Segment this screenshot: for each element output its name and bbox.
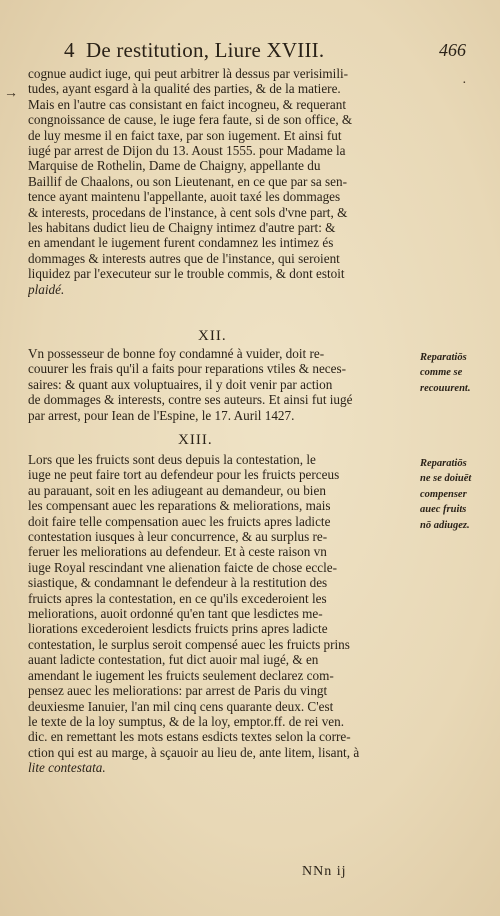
text-line: iuge ne peut faire tort au defendeur pour les fruicts perceus [28,467,340,483]
margin-line: nō adiugez. [420,519,470,531]
paragraph-1 [28,66,416,297]
margin-line: Reparatiōs [420,458,467,469]
text-line: auant ladicte contestation, fut dict auoir mal iugé, & en [28,652,319,668]
text-line: les habitans dudict lieu de Chaigny intimez d'autre part: & [28,220,336,236]
text-line: siastique, & condamnant le defendeur à la restitution des [28,575,328,591]
text-line: cognue audict iuge, qui peut arbitrer là dessus par verisimili- [28,66,349,81]
text-line: au parauant, soit en les adiugeant au demandeur, ou bien [28,482,326,498]
text-line: tudes, ayant esgard à la qualité des parties, & de la matiere. [28,81,341,97]
margin-line: ne se doiuēt [420,473,472,485]
text-line: tence ayant maintenu l'appellante, auoit taxé les dommages [28,189,341,205]
text-line: plaidé. [28,281,65,297]
text-line: Marquise de Rothelin, Dame de Chaigny, appellante du [28,158,321,174]
text-line: contestation, le surplus seroit compensé auec les fruicts prins [28,636,350,652]
section-xiii-body [28,452,416,776]
margin-dot-mark: · [462,76,467,91]
text-line: liorations excederoient lesdicts fruicts prins apres ladicte [28,621,328,637]
text-line: meliorations, auoit ordonné qu'en tant que lesdictes me- [28,606,323,622]
text-line: le texte de la loy sumptus, & de la loy, emptor.ff. de rei ven. [28,713,345,729]
section-heading-xiii: XIII. [178,432,213,448]
text-line: Baillif de Chaalons, ou son Lieutenant, en ce que par sa sen- [28,173,347,189]
text-line: & interests, procedans de l'instance, à cent sols d'vne part, & [28,204,348,220]
folio-number: 466 [439,40,466,60]
text-line: Mais en l'autre cas consistant en faict incogneu, & requerant [28,96,347,112]
text-line: iuge Royal rescindant vne alienation faicte de chose eccle- [28,559,338,575]
text-line: Vn possesseur de bonne foy condamné à vuider, doit re- [28,346,325,361]
margin-note-xii [420,350,498,396]
text-line: Lors que les fruicts sont deus depuis la contestation, le [28,452,316,467]
text-line: congnoissance de cause, le iuge fera faute, si de son office, & [28,112,353,128]
margin-line: auec fruits [420,504,467,516]
text-line: de luy mesme il en faict taxe, par son iugement. Et ainsi fut [28,127,342,143]
text-line: deuxiesme Ianuier, l'an mil cinq cens quarante deux. C'est [28,698,334,714]
margin-line: recouurent. [420,382,471,394]
text-line: doit faire telle compensation auec les fruicts apres ladicte [28,513,331,529]
text-line: dic. en remettant les mots estans esdicts textes selon la corre- [28,729,351,745]
margin-line: comme se [420,367,463,379]
page-header [64,38,466,66]
text-line: liquidez par l'executeur sur le trouble commis, & dont estoit [28,266,345,282]
section-heading-xii: XII. [198,328,227,344]
text-line: ction qui est au marge, à sçauoir au lieu de, ante litem, lisant, à [28,744,360,760]
text-line: couurer les frais qu'il a faits pour reparations vtiles & neces- [28,361,347,377]
margin-bracket-mark: → [4,86,18,101]
text-line: lite contestata. [28,760,106,776]
text-line: les compensant auec les reparations & meliorations, mais [28,498,331,514]
page-number: 4 [64,38,75,62]
text-line: amendant le iugement les fruicts seulement declarez com- [28,667,334,683]
margin-line: Reparatiōs [420,352,467,363]
text-line: en amendant le iugement furent condamnez les intimez és [28,235,334,251]
text-line: dommages & interests autres que de l'instance, qui seroient [28,250,340,266]
text-line: de dommages & interests, contre ses auteurs. Et ainsi fut iugé [28,392,353,408]
text-line: fruicts apres la contestation, en ce qu'ils excederoient les [28,590,327,606]
section-xii-body [28,346,416,423]
text-line: iugé par arrest de Dijon du 13. Aoust 1555. pour Madame la [28,143,346,159]
margin-note-xiii [420,456,498,533]
text-line: feruer les meliorations au defendeur. Et à ceste raison vn [28,544,327,560]
catchword: NNn ij [302,864,347,879]
text-line: par arrest, pour Iean de l'Espine, le 17. Auril 1427. [28,407,295,423]
text-line: pensez auec les meliorations: par arrest de Paris du vingt [28,683,328,699]
margin-line: compenser [420,488,467,500]
text-line: saires: & quant aux voluptuaires, il y doit venir par action [28,376,333,392]
text-line: contestation iusques à leur concurrence, & au surplus re- [28,529,328,545]
running-title: De restitution, Liure XVIII. [86,38,325,62]
